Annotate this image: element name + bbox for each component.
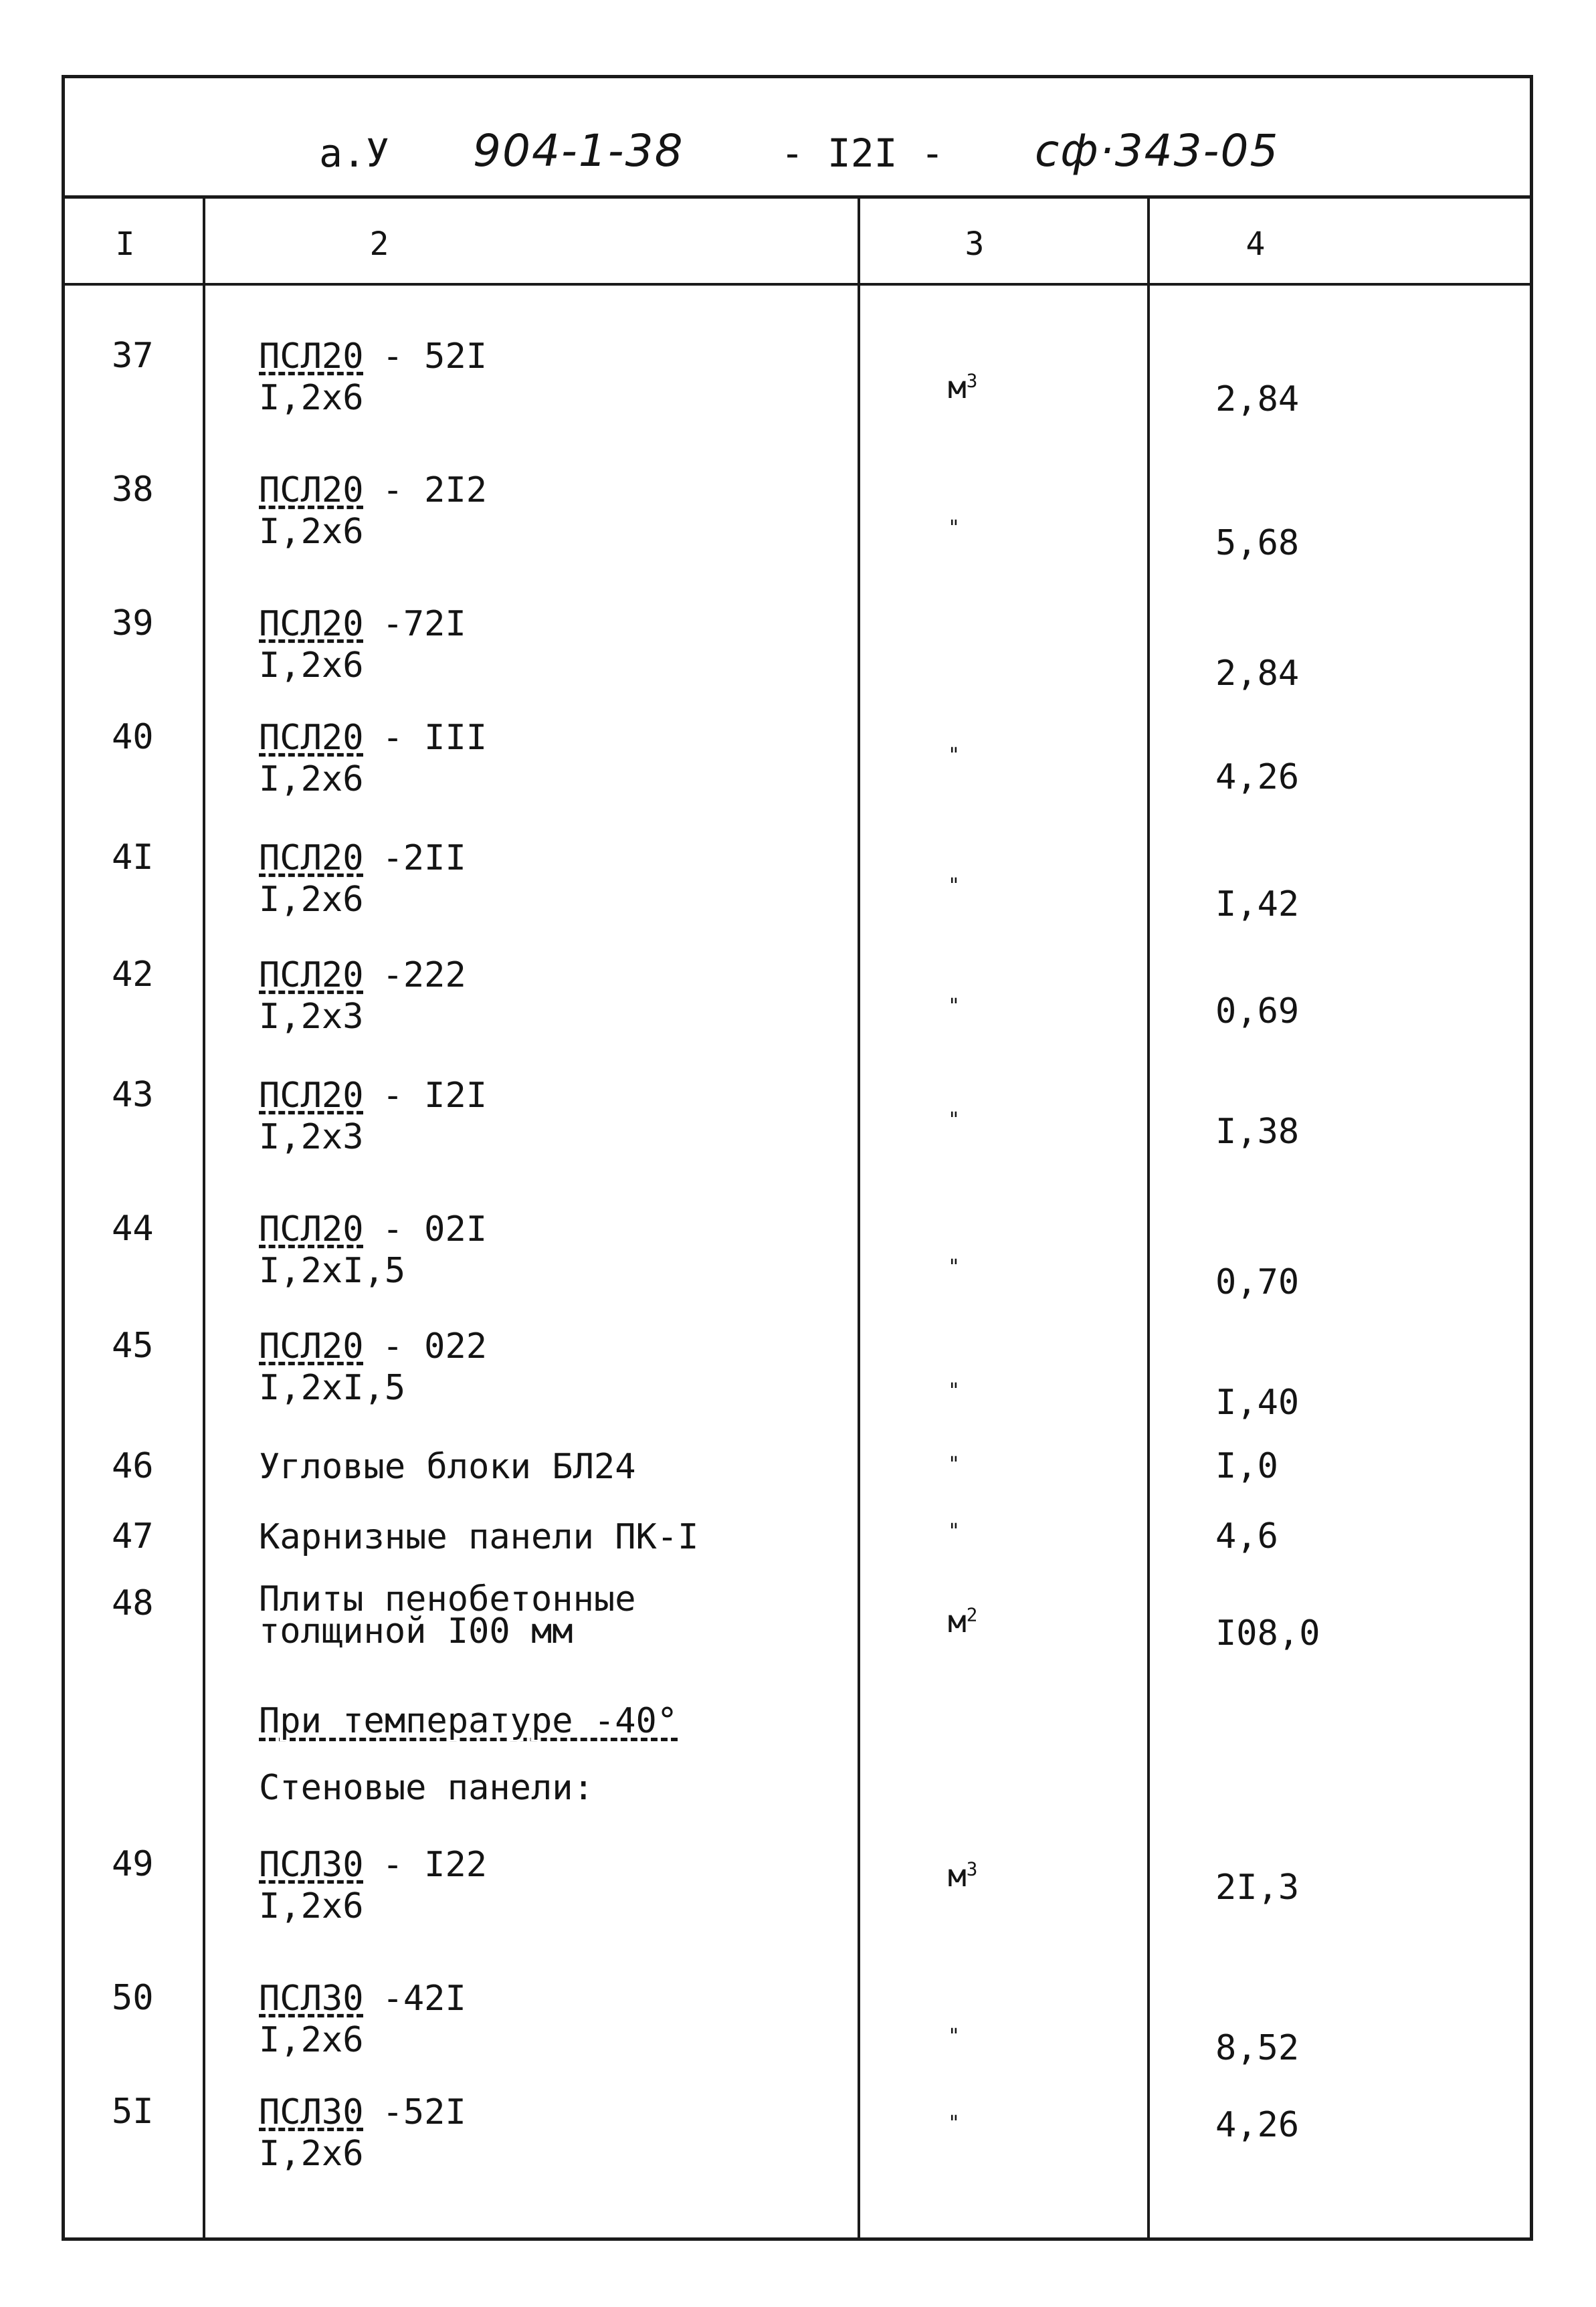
sheet-code: сф·343-05 [1035,125,1280,177]
row-number: 49 [112,1844,154,1884]
column-header-1: I [115,225,135,263]
column-header-2: 2 [369,225,389,263]
panel-size: I,2x6 [259,645,364,686]
column-header-row [65,199,1530,286]
section-subtitle: Стеновые панели: [259,1768,594,1808]
panel-suffix: -72I [382,604,466,644]
panel-code: ПСЛ30 [259,1979,364,2019]
ditto-mark: " [948,2112,961,2135]
row-number: 40 [112,717,154,757]
panel-suffix: - I22 [382,1845,488,1885]
panel-suffix: -2II [382,838,466,878]
panel-size: I,2x6 [259,759,364,799]
panel-suffix: -42I [382,1979,466,2019]
item-description [259,955,466,1037]
panel-suffix: - 2I2 [382,470,488,510]
quantity-cell: 4,26 [1215,757,1300,797]
panel-size: I,2x6 [259,1886,364,1926]
ditto-mark: " [948,1520,961,1543]
panel-code: ПСЛ30 [259,1845,364,1885]
panel-size: I,2x6 [259,378,364,418]
panel-code: ПСЛ20 [259,1326,364,1367]
item-text-line2: толщиной I00 мм [259,1611,573,1651]
unit-cell: $м^3$ [948,369,978,405]
panel-suffix: - I2I [382,1076,488,1116]
item-description: Угловые блоки БЛ24 [259,1447,636,1487]
item-description [259,2092,466,2175]
panel-size: I,2xI,5 [259,1251,406,1291]
panel-suffix: -222 [382,955,466,995]
row-number: 46 [112,1446,154,1486]
ditto-mark: " [948,2025,961,2048]
panel-size: I,2x3 [259,997,364,1037]
panel-size: I,2x6 [259,2020,364,2060]
project-number: 904-1-38 [473,125,684,177]
row-number: 39 [112,603,154,643]
header-prefix: а.У [319,130,389,176]
quantity-cell: I,40 [1215,1383,1300,1423]
quantity-cell: 8,52 [1215,2028,1300,2068]
item-description: Карнизные панели ПК-I [259,1517,699,1557]
quantity-cell: 0,69 [1215,991,1300,1031]
item-description [259,717,487,800]
row-number: 5I [112,2092,154,2132]
item-description [259,837,466,920]
row-number: 42 [112,955,154,995]
panel-suffix: - III [382,718,488,758]
section-title: При температуре -40° [259,1701,678,1741]
row-number: 50 [112,1978,154,2018]
item-description [259,470,487,553]
column-divider [858,199,860,2237]
quantity-cell: 2I,3 [1215,1868,1300,1908]
ditto-mark: " [948,1453,961,1476]
quantity-cell: I,0 [1215,1446,1278,1486]
ditto-mark: " [948,1256,961,1279]
panel-code: ПСЛ20 [259,718,364,758]
panel-code: ПСЛ30 [259,2092,364,2132]
quantity-cell: 2,84 [1215,654,1300,694]
panel-code: ПСЛ20 [259,470,364,510]
item-text-line1: Плиты пенобетонные [259,1579,636,1619]
panel-code: ПСЛ20 [259,955,364,995]
row-number: 47 [112,1516,154,1557]
column-divider [1147,199,1150,2237]
row-number: 44 [112,1209,154,1249]
unit-cell: $м^3$ [948,1858,978,1894]
panel-code: ПСЛ20 [259,1209,364,1249]
panel-size: I,2x3 [259,1117,364,1157]
panel-size: I,2xI,5 [259,1368,406,1408]
row-number: 48 [112,1583,154,1623]
ditto-mark: " [948,874,961,898]
ditto-mark: " [948,1108,961,1132]
ditto-mark: " [948,1379,961,1403]
page-number: - I2I - [781,130,944,176]
item-description [259,1579,636,1651]
quantity-cell: I08,0 [1215,1613,1320,1653]
panel-suffix: -52I [382,2092,466,2132]
ditto-mark: " [948,995,961,1018]
row-number: 37 [112,336,154,376]
ditto-mark: " [948,516,961,540]
title-block [65,78,1530,199]
item-description [259,1209,487,1292]
panel-suffix: - 52I [382,336,488,377]
document-sheet [62,75,1533,2241]
quantity-cell: 5,68 [1215,523,1300,563]
ditto-mark: " [948,744,961,767]
quantity-cell: 4,26 [1215,2105,1300,2145]
quantity-cell: I,42 [1215,884,1300,924]
row-number: 38 [112,470,154,510]
panel-code: ПСЛ20 [259,336,364,377]
item-description [259,1075,487,1158]
panel-size: I,2x6 [259,512,364,552]
quantity-cell: 0,70 [1215,1262,1300,1302]
panel-code: ПСЛ20 [259,838,364,878]
panel-suffix: - 02I [382,1209,488,1249]
panel-suffix: - 022 [382,1326,488,1367]
quantity-cell: 4,6 [1215,1516,1278,1557]
quantity-cell: 2,84 [1215,379,1300,419]
unit-cell: $м^2$ [948,1603,978,1639]
panel-code: ПСЛ20 [259,604,364,644]
item-description [259,1326,487,1409]
column-header-3: 3 [965,225,985,263]
item-description [259,1844,487,1927]
panel-size: I,2x6 [259,2134,364,2174]
item-description [259,603,466,686]
row-number: 45 [112,1326,154,1366]
item-description [259,1978,466,2061]
quantity-cell: I,38 [1215,1112,1300,1152]
row-number: 43 [112,1075,154,1115]
panel-code: ПСЛ20 [259,1076,364,1116]
panel-size: I,2x6 [259,880,364,920]
item-description [259,336,487,419]
column-divider [203,199,205,2237]
row-number: 4I [112,837,154,878]
column-header-4: 4 [1245,225,1266,263]
